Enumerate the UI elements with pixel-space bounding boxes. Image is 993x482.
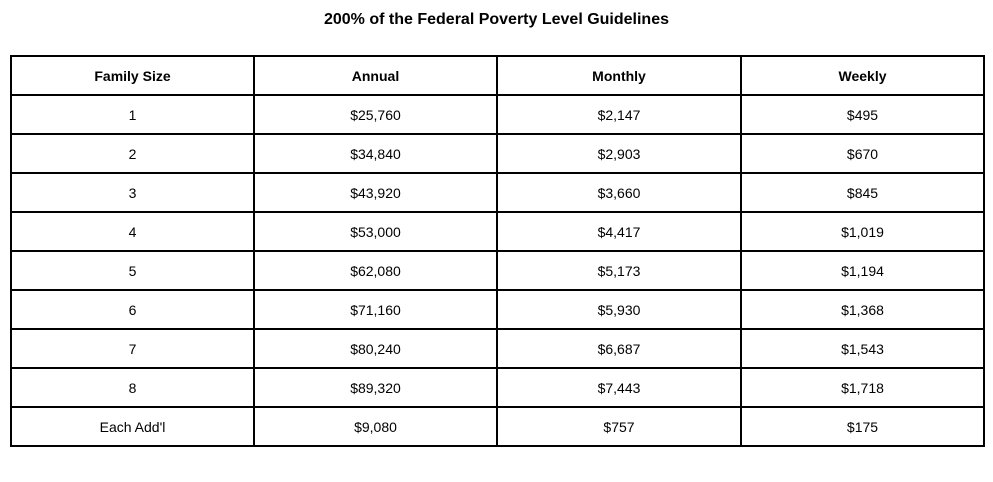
- cell-annual: $43,920: [254, 173, 497, 212]
- poverty-guidelines-table: [10, 55, 985, 447]
- cell-family-size: 5: [11, 251, 254, 290]
- cell-annual: $9,080: [254, 407, 497, 446]
- cell-monthly: $757: [497, 407, 741, 446]
- cell-annual: $53,000: [254, 212, 497, 251]
- table-row: [11, 212, 984, 251]
- cell-family-size: 8: [11, 368, 254, 407]
- cell-monthly: $6,687: [497, 329, 741, 368]
- cell-annual: $89,320: [254, 368, 497, 407]
- cell-monthly: $5,930: [497, 290, 741, 329]
- cell-family-size: Each Add'l: [11, 407, 254, 446]
- cell-family-size: 2: [11, 134, 254, 173]
- table-row: [11, 251, 984, 290]
- cell-weekly: $1,194: [741, 251, 984, 290]
- cell-monthly: $2,903: [497, 134, 741, 173]
- cell-weekly: $1,543: [741, 329, 984, 368]
- cell-weekly: $495: [741, 95, 984, 134]
- cell-annual: $80,240: [254, 329, 497, 368]
- cell-monthly: $4,417: [497, 212, 741, 251]
- cell-annual: $25,760: [254, 95, 497, 134]
- table-row: [11, 407, 984, 446]
- cell-annual: $71,160: [254, 290, 497, 329]
- header-monthly: Monthly: [497, 56, 741, 95]
- cell-family-size: 4: [11, 212, 254, 251]
- cell-weekly: $1,718: [741, 368, 984, 407]
- cell-weekly: $175: [741, 407, 984, 446]
- table-row: [11, 173, 984, 212]
- cell-monthly: $7,443: [497, 368, 741, 407]
- header-family-size: Family Size: [11, 56, 254, 95]
- cell-weekly: $845: [741, 173, 984, 212]
- table-row: [11, 290, 984, 329]
- table-row: [11, 329, 984, 368]
- cell-family-size: 1: [11, 95, 254, 134]
- cell-annual: $62,080: [254, 251, 497, 290]
- page-title: 200% of the Federal Poverty Level Guidelines: [323, 11, 669, 28]
- table-row: [11, 134, 984, 173]
- cell-weekly: $1,019: [741, 212, 984, 251]
- cell-family-size: 7: [11, 329, 254, 368]
- table-header-row: [11, 56, 984, 95]
- cell-annual: $34,840: [254, 134, 497, 173]
- header-annual: Annual: [254, 56, 497, 95]
- cell-monthly: $5,173: [497, 251, 741, 290]
- header-weekly: Weekly: [741, 56, 984, 95]
- table-row: [11, 95, 984, 134]
- cell-weekly: $1,368: [741, 290, 984, 329]
- cell-monthly: $3,660: [497, 173, 741, 212]
- cell-weekly: $670: [741, 134, 984, 173]
- cell-family-size: 6: [11, 290, 254, 329]
- table-row: [11, 368, 984, 407]
- cell-family-size: 3: [11, 173, 254, 212]
- cell-monthly: $2,147: [497, 95, 741, 134]
